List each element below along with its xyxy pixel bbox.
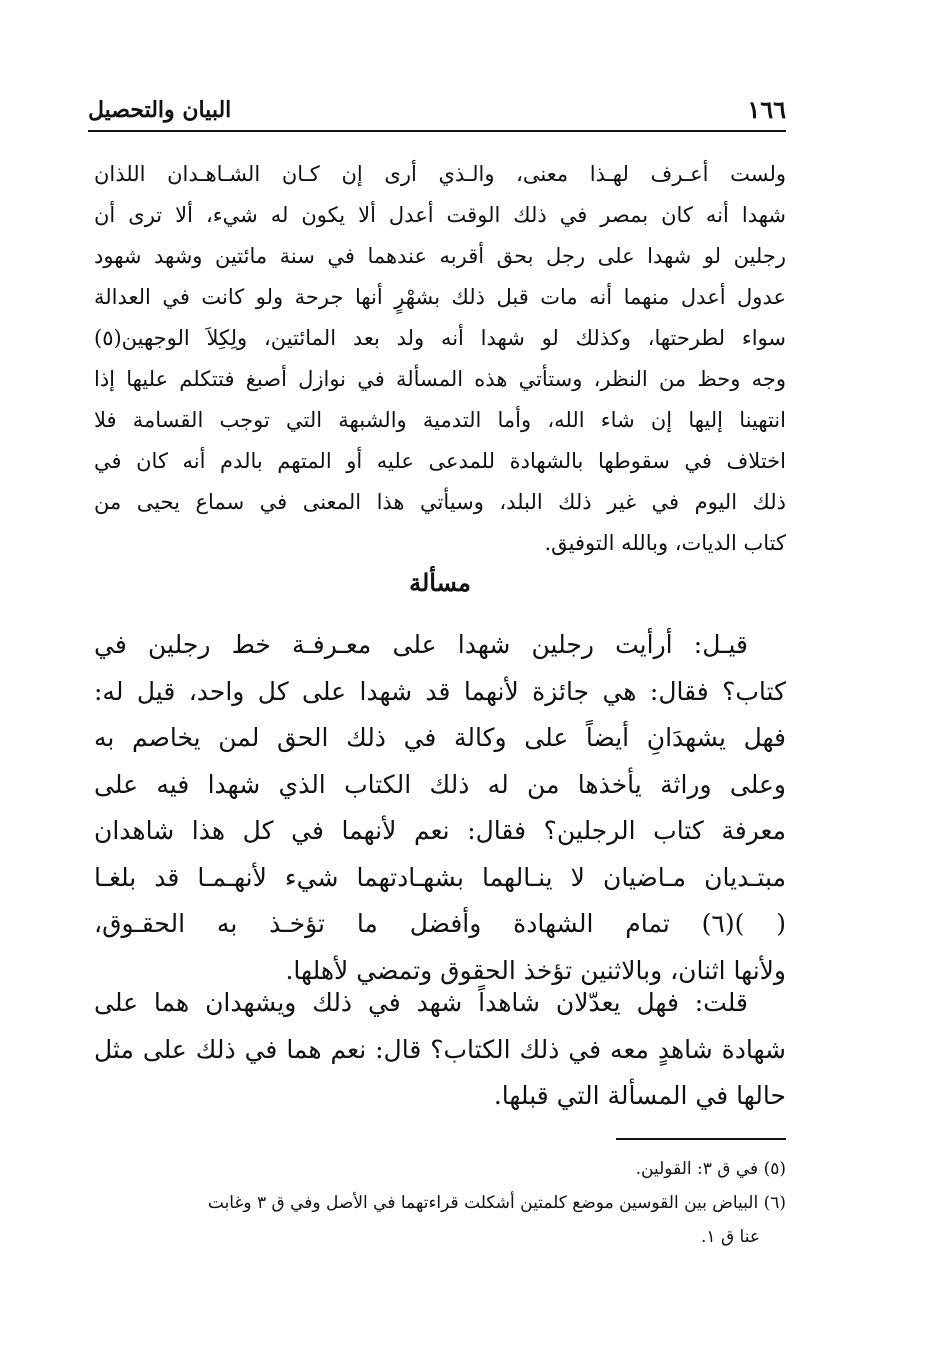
footnote-6: (٦) البياض بين القوسين موضع كلمتين أشكلت قراءتهما في الأصل وفي ق ٣ وغابت [207,1193,786,1213]
paragraph-3 [94,980,786,1120]
page-header [88,90,786,132]
text-line: كتاب الديات، وبالله التوفيق. [544,531,786,555]
running-title: البيان والتحصيل [88,97,232,123]
text-line: كتاب؟ فقال: هي جائزة لأنهما قد شهدا على كل واحد، قيل له: [94,676,786,706]
footnote-separator [616,1138,786,1140]
text-line: اختلاف في سقوطها بالشهادة للمدعى عليه أو المتهم بالدم أنه كان في [94,449,786,473]
text-line: انتهينا إليها إن شاء الله، وأما التدمية والشبهة التي توجب القسامة فلا [94,408,786,432]
paragraph-1 [94,154,786,564]
footnotes [94,1152,786,1254]
text-line: عدول أعدل منهما أنه مات قبل ذلك بشهْرٍ أنها جرحة ولو كانت في العدالة [94,285,786,309]
text-line: سواء لطرحتها، وكذلك لو شهدا أنه ولد بعد المائتين، ولِكِلاَ الوجهين(٥) [94,326,786,350]
text-line: قيـل: أرأيت رجلين شهدا على معـرفـة خط رجلين في [94,630,748,659]
text-line: ( )(٦) تمام الشهادة وأفضل ما تؤخـذ به الحقـوق، [94,909,786,938]
footnote-6-continuation: عنا ق ١. [701,1227,760,1247]
text-line: شهدا أنه كان بمصر في ذلك الوقت أعدل ألا يكون له شيء، ألا ترى أن [94,203,786,227]
text-line: ولأنها اثنان، وبالاثنين تؤخذ الحقوق وتمضي لأهلها. [285,955,786,985]
text-line: شهادة شاهدٍ معه في ذلك الكتاب؟ قال: نعم هما في ذلك على مثل [94,1034,786,1064]
text-line: وعلى وراثة يأخذها من له ذلك الكتاب الذي شهدا فيه على [94,769,786,799]
text-line: قلت: فهل يعدّلان شاهداً شهد في ذلك ويشهدان هما على [94,988,748,1017]
paragraph-2 [94,622,786,994]
page-number: ١٦٦ [747,95,786,124]
footnote-5: (٥) في ق ٣: القولين. [635,1159,786,1179]
text-line: ولست أعـرف لهـذا معنى، والـذي أرى إن كـان الشـاهـدان اللذان [94,162,786,186]
text-line: ذلك اليوم في غير ذلك البلد، وسيأتي هذا المعنى في سماع يحيى من [94,490,786,514]
section-heading: مسألة [409,568,471,597]
text-line: حالها في المسألة التي قبلها. [493,1081,786,1110]
text-line: فهل يشهدَانِ أيضاً على وكالة في ذلك الحق لمن يخاصم به [94,723,786,752]
text-line: رجلين لو شهدا على رجل بحق أقربه عندهما في سنة مائتين وشهد شهود [94,244,786,268]
text-line: معرفة كتاب الرجلين؟ فقال: نعم لأنهما في كل هذا شاهدان [94,816,786,845]
text-line: مبتـديان مـاضيان لا ينـالهما بشهـادتهما شيء لأنهـمـا قد بلغـا [94,862,786,892]
text-line: وجه وحظ من النظر، وستأتي هذه المسألة في نوازل أصبغ فتتكلم عليها إذا [94,367,786,391]
